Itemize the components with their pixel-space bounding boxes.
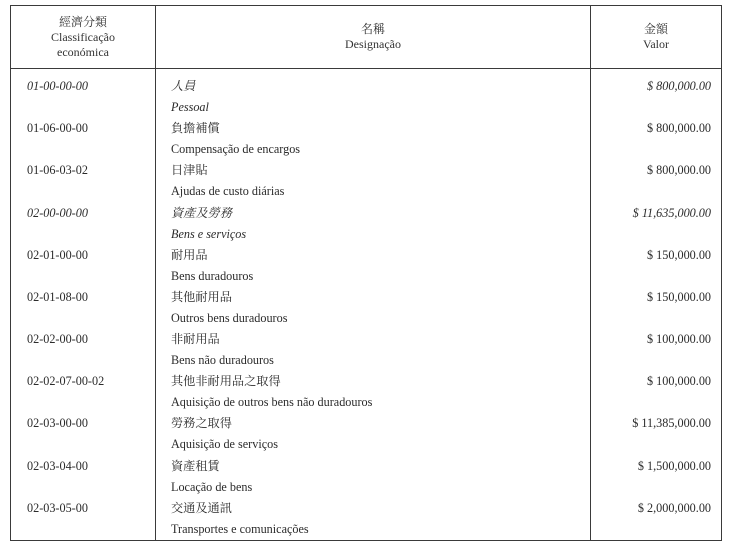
- designation-zh: 資產租賃: [171, 458, 220, 473]
- designation-pt: Pessoal: [171, 100, 209, 114]
- code-value: 02-00-00-00: [27, 205, 88, 220]
- code-cell: [11, 245, 156, 287]
- value-cell: [591, 69, 722, 119]
- code-value: 01-00-00-00: [27, 79, 88, 93]
- designation-pt: Ajudas de custo diárias: [171, 184, 285, 199]
- filler-cell: [591, 540, 722, 541]
- header-valor-pt: Valor: [643, 37, 669, 51]
- amount-value: $ 800,000.00: [647, 121, 711, 136]
- designation-cell: [156, 118, 591, 160]
- code-value: 02-01-08-00: [27, 289, 88, 304]
- designation-cell: [156, 287, 591, 329]
- header-code: [11, 6, 156, 69]
- amount-value: $ 800,000.00: [647, 79, 711, 93]
- header-desig-pt: Designação: [345, 37, 401, 51]
- amount-value: $ 100,000.00: [647, 374, 711, 389]
- amount-value: $ 11,385,000.00: [632, 416, 711, 431]
- amount-value: $ 2,000,000.00: [637, 500, 711, 515]
- table-row: [11, 69, 722, 119]
- designation-zh: 非耐用品: [171, 332, 220, 347]
- designation-pt: Aquisição de serviços: [171, 437, 278, 452]
- table-row: [11, 371, 722, 413]
- amount-value: $ 150,000.00: [647, 289, 711, 304]
- designation-pt: Locação de bens: [171, 479, 253, 494]
- code-value: 02-02-00-00: [27, 332, 88, 347]
- code-value: 02-03-05-00: [27, 500, 88, 515]
- amount-value: $ 1,500,000.00: [637, 458, 711, 473]
- designation-zh: 日津貼: [171, 163, 208, 178]
- designation-pt: Transportes e comunicações: [171, 521, 309, 536]
- value-cell: [591, 118, 722, 160]
- code-cell: [11, 498, 156, 540]
- header-desig-zh: 名稱: [360, 22, 385, 36]
- filler-row: [11, 540, 722, 541]
- code-value: 01-06-00-00: [27, 121, 88, 136]
- code-cell: [11, 413, 156, 455]
- header-designation: [156, 6, 591, 69]
- code-cell: [11, 203, 156, 245]
- designation-zh: 人員: [171, 79, 196, 93]
- table-row: [11, 160, 722, 202]
- designation-cell: [156, 245, 591, 287]
- header-valor-zh: 金額: [643, 22, 668, 36]
- designation-zh: 其他耐用品: [171, 289, 232, 304]
- code-value: 02-02-07-00-02: [27, 374, 105, 389]
- table-row: [11, 287, 722, 329]
- designation-pt: Outros bens duradouros: [171, 310, 288, 325]
- designation-cell: [156, 329, 591, 371]
- designation-pt: Bens não duradouros: [171, 353, 274, 368]
- designation-zh: 交通及通訊: [171, 500, 232, 515]
- table-row: [11, 245, 722, 287]
- value-cell: [591, 160, 722, 202]
- designation-pt: Compensação de encargos: [171, 142, 301, 157]
- designation-pt: Aquisição de outros bens não duradouros: [171, 395, 373, 410]
- table-row: [11, 203, 722, 245]
- amount-value: $ 150,000.00: [647, 247, 711, 262]
- value-cell: [591, 456, 722, 498]
- code-value: 02-03-04-00: [27, 458, 88, 473]
- header-row: [11, 6, 722, 69]
- designation-cell: [156, 371, 591, 413]
- table-row: [11, 329, 722, 371]
- table-row: [11, 413, 722, 455]
- filler-cell: [156, 540, 591, 541]
- code-cell: [11, 160, 156, 202]
- header-code-pt: Classificação: [51, 29, 115, 44]
- amount-value: $ 800,000.00: [647, 163, 711, 178]
- code-cell: [11, 118, 156, 160]
- table-row: [11, 498, 722, 540]
- code-cell: [11, 456, 156, 498]
- designation-zh: 其他非耐用品之取得: [171, 374, 281, 389]
- designation-cell: [156, 456, 591, 498]
- value-cell: [591, 371, 722, 413]
- code-cell: [11, 287, 156, 329]
- designation-zh: 資產及勞務: [171, 205, 232, 220]
- designation-cell: [156, 160, 591, 202]
- header-code-zh: 經濟分類: [58, 14, 107, 29]
- designation-zh: 勞務之取得: [171, 416, 232, 431]
- code-cell: [11, 371, 156, 413]
- value-cell: [591, 498, 722, 540]
- value-cell: [591, 245, 722, 287]
- designation-cell: [156, 413, 591, 455]
- code-value: 02-03-00-00: [27, 416, 88, 431]
- code-value: 02-01-00-00: [27, 247, 88, 262]
- value-cell: [591, 203, 722, 245]
- value-cell: [591, 413, 722, 455]
- designation-zh: 負擔補償: [171, 121, 220, 136]
- table-row: [11, 456, 722, 498]
- value-cell: [591, 287, 722, 329]
- code-cell: [11, 329, 156, 371]
- table-body: [11, 69, 722, 541]
- designation-pt: Bens e serviços: [171, 226, 247, 241]
- designation-cell: [156, 498, 591, 540]
- code-cell: [11, 69, 156, 119]
- budget-table: [10, 5, 722, 541]
- code-value: 01-06-03-02: [27, 163, 88, 178]
- table-row: [11, 118, 722, 160]
- designation-cell: [156, 203, 591, 245]
- filler-cell: [11, 540, 156, 541]
- amount-value: $ 11,635,000.00: [632, 205, 711, 220]
- header-value: [591, 6, 722, 69]
- value-cell: [591, 329, 722, 371]
- designation-zh: 耐用品: [171, 247, 208, 262]
- header-code-pt2: económica: [57, 44, 109, 59]
- designation-pt: Bens duradouros: [171, 268, 254, 283]
- amount-value: $ 100,000.00: [647, 332, 711, 347]
- designation-cell: [156, 69, 591, 119]
